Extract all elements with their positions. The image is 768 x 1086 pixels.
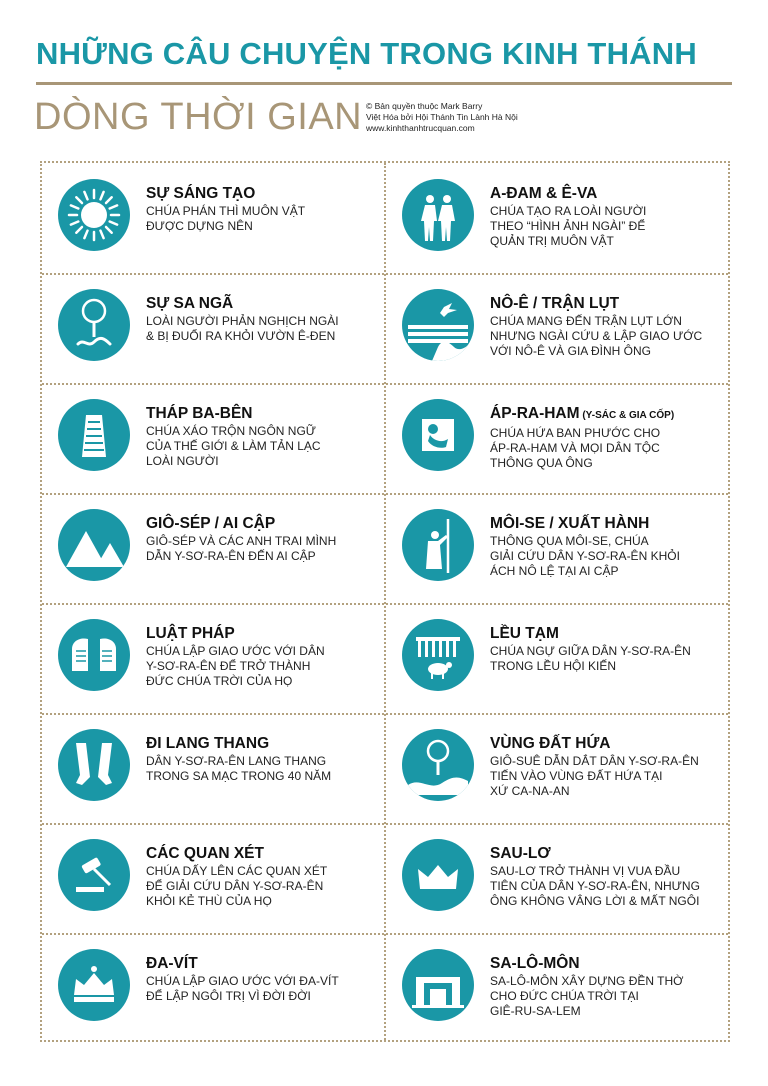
story-description-line: ĐỨC CHÚA TRỜI CỦA HỌ: [146, 674, 293, 688]
story-title-note: (Y-SÁC & GIA CỐP): [579, 410, 675, 421]
story-description-line: ĐƯỢC DỰNG NÊN: [146, 219, 253, 233]
story-card: [42, 823, 385, 933]
story-description-line: CHO ĐỨC CHÚA TRỜI TẠI: [490, 989, 639, 1003]
sun-icon: [58, 179, 130, 251]
story-description: [490, 204, 726, 249]
story-description-line: CHÚA NGỰ GIỮA DÂN Y-SƠ-RA-ÊN: [490, 644, 691, 658]
story-description-line: THÔNG QUA MÔI-SE, CHÚA: [490, 534, 649, 548]
story-description-line: LOÀI NGƯỜI PHẢN NGHỊCH NGÀI: [146, 314, 339, 328]
story-description-line: GIÔ-SUÊ DẪN DẮT DÂN Y-SƠ-RA-ÊN: [490, 754, 699, 768]
crown-icon: [402, 839, 474, 911]
story-title: LUẬT PHÁP: [146, 625, 235, 642]
story-card: [386, 933, 729, 1043]
story-title: A-ĐAM & Ê-VA: [490, 185, 598, 202]
story-description-line: CHÚA DẤY LÊN CÁC QUAN XÉT: [146, 864, 328, 878]
story-title: SỰ SA NGÃ: [146, 295, 234, 312]
story-description-line: TRONG SA MẠC TRONG 40 NĂM: [146, 769, 332, 783]
story-description: [490, 644, 726, 674]
story-card: [386, 273, 729, 383]
story-description-line: TIẾN VÀO VÙNG ĐẤT HỨA TẠI: [490, 769, 663, 783]
story-description: [490, 314, 726, 359]
story-title: CÁC QUAN XÉT: [146, 845, 264, 862]
story-title: SAU-LƠ: [490, 845, 551, 862]
story-description-line: CỦA THẾ GIỚI & LÀM TẢN LẠC: [146, 439, 321, 453]
story-description-line: ÁP-RA-HAM VÀ MỌI DÂN TỘC: [490, 441, 660, 455]
story-description-line: CHÚA MANG ĐẾN TRẬN LỤT LỚN: [490, 314, 682, 328]
story-card: [42, 933, 385, 1043]
temple-icon: [402, 949, 474, 1021]
tablets-icon: [58, 619, 130, 691]
story-description-line: NHƯNG NGÀI CỨU & LẬP GIAO ƯỚC: [490, 329, 703, 343]
story-description: [490, 754, 726, 799]
story-description-line: TIÊN CỦA DÂN Y-SƠ-RA-ÊN, NHƯNG: [490, 879, 700, 893]
credit-website[interactable]: www.kinhthanhtrucquan.com: [366, 123, 475, 133]
story-description: [146, 424, 382, 469]
story-description: [490, 534, 726, 579]
story-description-line: SA-LÔ-MÔN XÂY DỰNG ĐỀN THỜ: [490, 974, 684, 988]
story-title: MÔI-SE / XUẤT HÀNH: [490, 515, 650, 532]
story-description: [146, 314, 382, 344]
story-title: VÙNG ĐẤT HỨA: [490, 735, 611, 752]
timeline-grid: [40, 161, 730, 1042]
story-title: SỰ SÁNG TẠO: [146, 185, 256, 202]
tower-icon: [58, 399, 130, 471]
story-description-line: ĐỂ GIẢI CỨU DÂN Y-SƠ-RA-ÊN: [146, 879, 324, 893]
story-description: [146, 204, 382, 234]
story-description-line: CHÚA PHÁN THÌ MUÔN VẬT: [146, 204, 306, 218]
story-description-line: GIÊ-RU-SA-LEM: [490, 1004, 581, 1018]
story-description-line: DẪN Y-SƠ-RA-ÊN ĐẾN AI CẬP: [146, 549, 316, 563]
story-description-line: GIÔ-SÉP VÀ CÁC ANH TRAI MÌNH: [146, 534, 337, 548]
story-description-line: SAU-LƠ TRỞ THÀNH VỊ VUA ĐẦU: [490, 864, 681, 878]
story-description-line: CHÚA HỨA BAN PHƯỚC CHO: [490, 426, 661, 440]
story-description: [146, 974, 382, 1004]
story-card: [386, 603, 729, 713]
pyramids-icon: [58, 509, 130, 581]
story-card: [386, 823, 729, 933]
story-description-line: TRONG LỀU HỘI KIẾN: [490, 659, 617, 673]
story-description-line: LOÀI NGƯỜI: [146, 454, 219, 468]
story-card: [42, 383, 385, 493]
page-subtitle: DÒNG THỜI GIAN: [34, 96, 363, 138]
tree-serpent-icon: [58, 289, 130, 361]
story-description-line: ÔNG KHÔNG VÂNG LỜI & MẤT NGÔI: [490, 894, 700, 908]
story-card: [42, 163, 385, 273]
page-title: NHỮNG CÂU CHUYỆN TRONG KINH THÁNH: [36, 36, 697, 71]
walking-legs-icon: [58, 729, 130, 801]
story-description-line: ĐỂ LẬP NGÔI TRỊ VÌ ĐỜI ĐỜI: [146, 989, 311, 1003]
story-title: ĐI LANG THANG: [146, 735, 270, 752]
royal-crown-icon: [58, 949, 130, 1021]
adam-eve-icon: [402, 179, 474, 251]
story-card: [42, 603, 385, 713]
story-description-line: KHỎI KẺ THÙ CỦA HỌ: [146, 894, 272, 908]
story-description: [490, 974, 726, 1019]
story-description: [146, 644, 382, 689]
title-divider: [36, 82, 732, 85]
story-card: [386, 383, 729, 493]
tabernacle-lamb-icon: [402, 619, 474, 691]
story-description-line: QUẢN TRỊ MUÔN VẬT: [490, 234, 614, 248]
story-description-line: CHÚA LẬP GIAO ƯỚC VỚI DÂN: [146, 644, 325, 658]
dove-flood-icon: [402, 289, 474, 361]
story-description-line: ÁCH NÔ LỆ TẠI AI CẬP: [490, 564, 619, 578]
story-description-line: CHÚA XÁO TRỘN NGÔN NGỮ: [146, 424, 317, 438]
story-title: ĐA-VÍT: [146, 955, 198, 972]
story-title: SA-LÔ-MÔN: [490, 955, 580, 972]
story-card: [42, 493, 385, 603]
credit-copyright: © Bản quyền thuộc Mark Barry: [366, 101, 483, 111]
story-title: GIÔ-SÉP / AI CẬP: [146, 515, 276, 532]
gavel-icon: [58, 839, 130, 911]
story-description-line: VỚI NÔ-Ê VÀ GIA ĐÌNH ÔNG: [490, 344, 651, 358]
moses-staff-icon: [402, 509, 474, 581]
story-description: [146, 864, 382, 909]
story-description-line: & BỊ ĐUỔI RA KHỎI VƯỜN Ê-ĐEN: [146, 329, 336, 343]
tree-river-icon: [402, 729, 474, 801]
story-description-line: XỨ CA-NA-AN: [490, 784, 570, 798]
credits: [366, 101, 518, 134]
story-title: ÁP-RA-HAM (Y-SÁC & GIA CỐP): [490, 405, 675, 422]
story-title: NÔ-Ê / TRẬN LỤT: [490, 295, 620, 312]
story-description-line: THÔNG QUA ÔNG: [490, 456, 593, 470]
story-description-line: CHÚA LẬP GIAO ƯỚC VỚI ĐA-VÍT: [146, 974, 339, 988]
story-card: [386, 713, 729, 823]
story-description: [490, 426, 726, 471]
story-description-line: GIẢI CỨU DÂN Y-SƠ-RA-ÊN KHỎI: [490, 549, 680, 563]
story-description: [146, 754, 382, 784]
story-card: [42, 713, 385, 823]
story-title: THÁP BA-BÊN: [146, 405, 253, 422]
story-description: [146, 534, 382, 564]
story-description: [490, 864, 726, 909]
baby-icon: [402, 399, 474, 471]
story-description-line: DÂN Y-SƠ-RA-ÊN LANG THANG: [146, 754, 327, 768]
story-description-line: THEO “HÌNH ẢNH NGÀI” ĐỂ: [490, 219, 646, 233]
story-card: [42, 273, 385, 383]
story-title: LỀU TẠM: [490, 625, 559, 642]
story-description-line: Y-SƠ-RA-ÊN ĐỂ TRỞ THÀNH: [146, 659, 311, 673]
story-card: [386, 163, 729, 273]
story-card: [386, 493, 729, 603]
story-description-line: CHÚA TẠO RA LOÀI NGƯỜI: [490, 204, 647, 218]
credit-translation: Việt Hóa bởi Hội Thánh Tin Lành Hà Nội: [366, 112, 518, 122]
